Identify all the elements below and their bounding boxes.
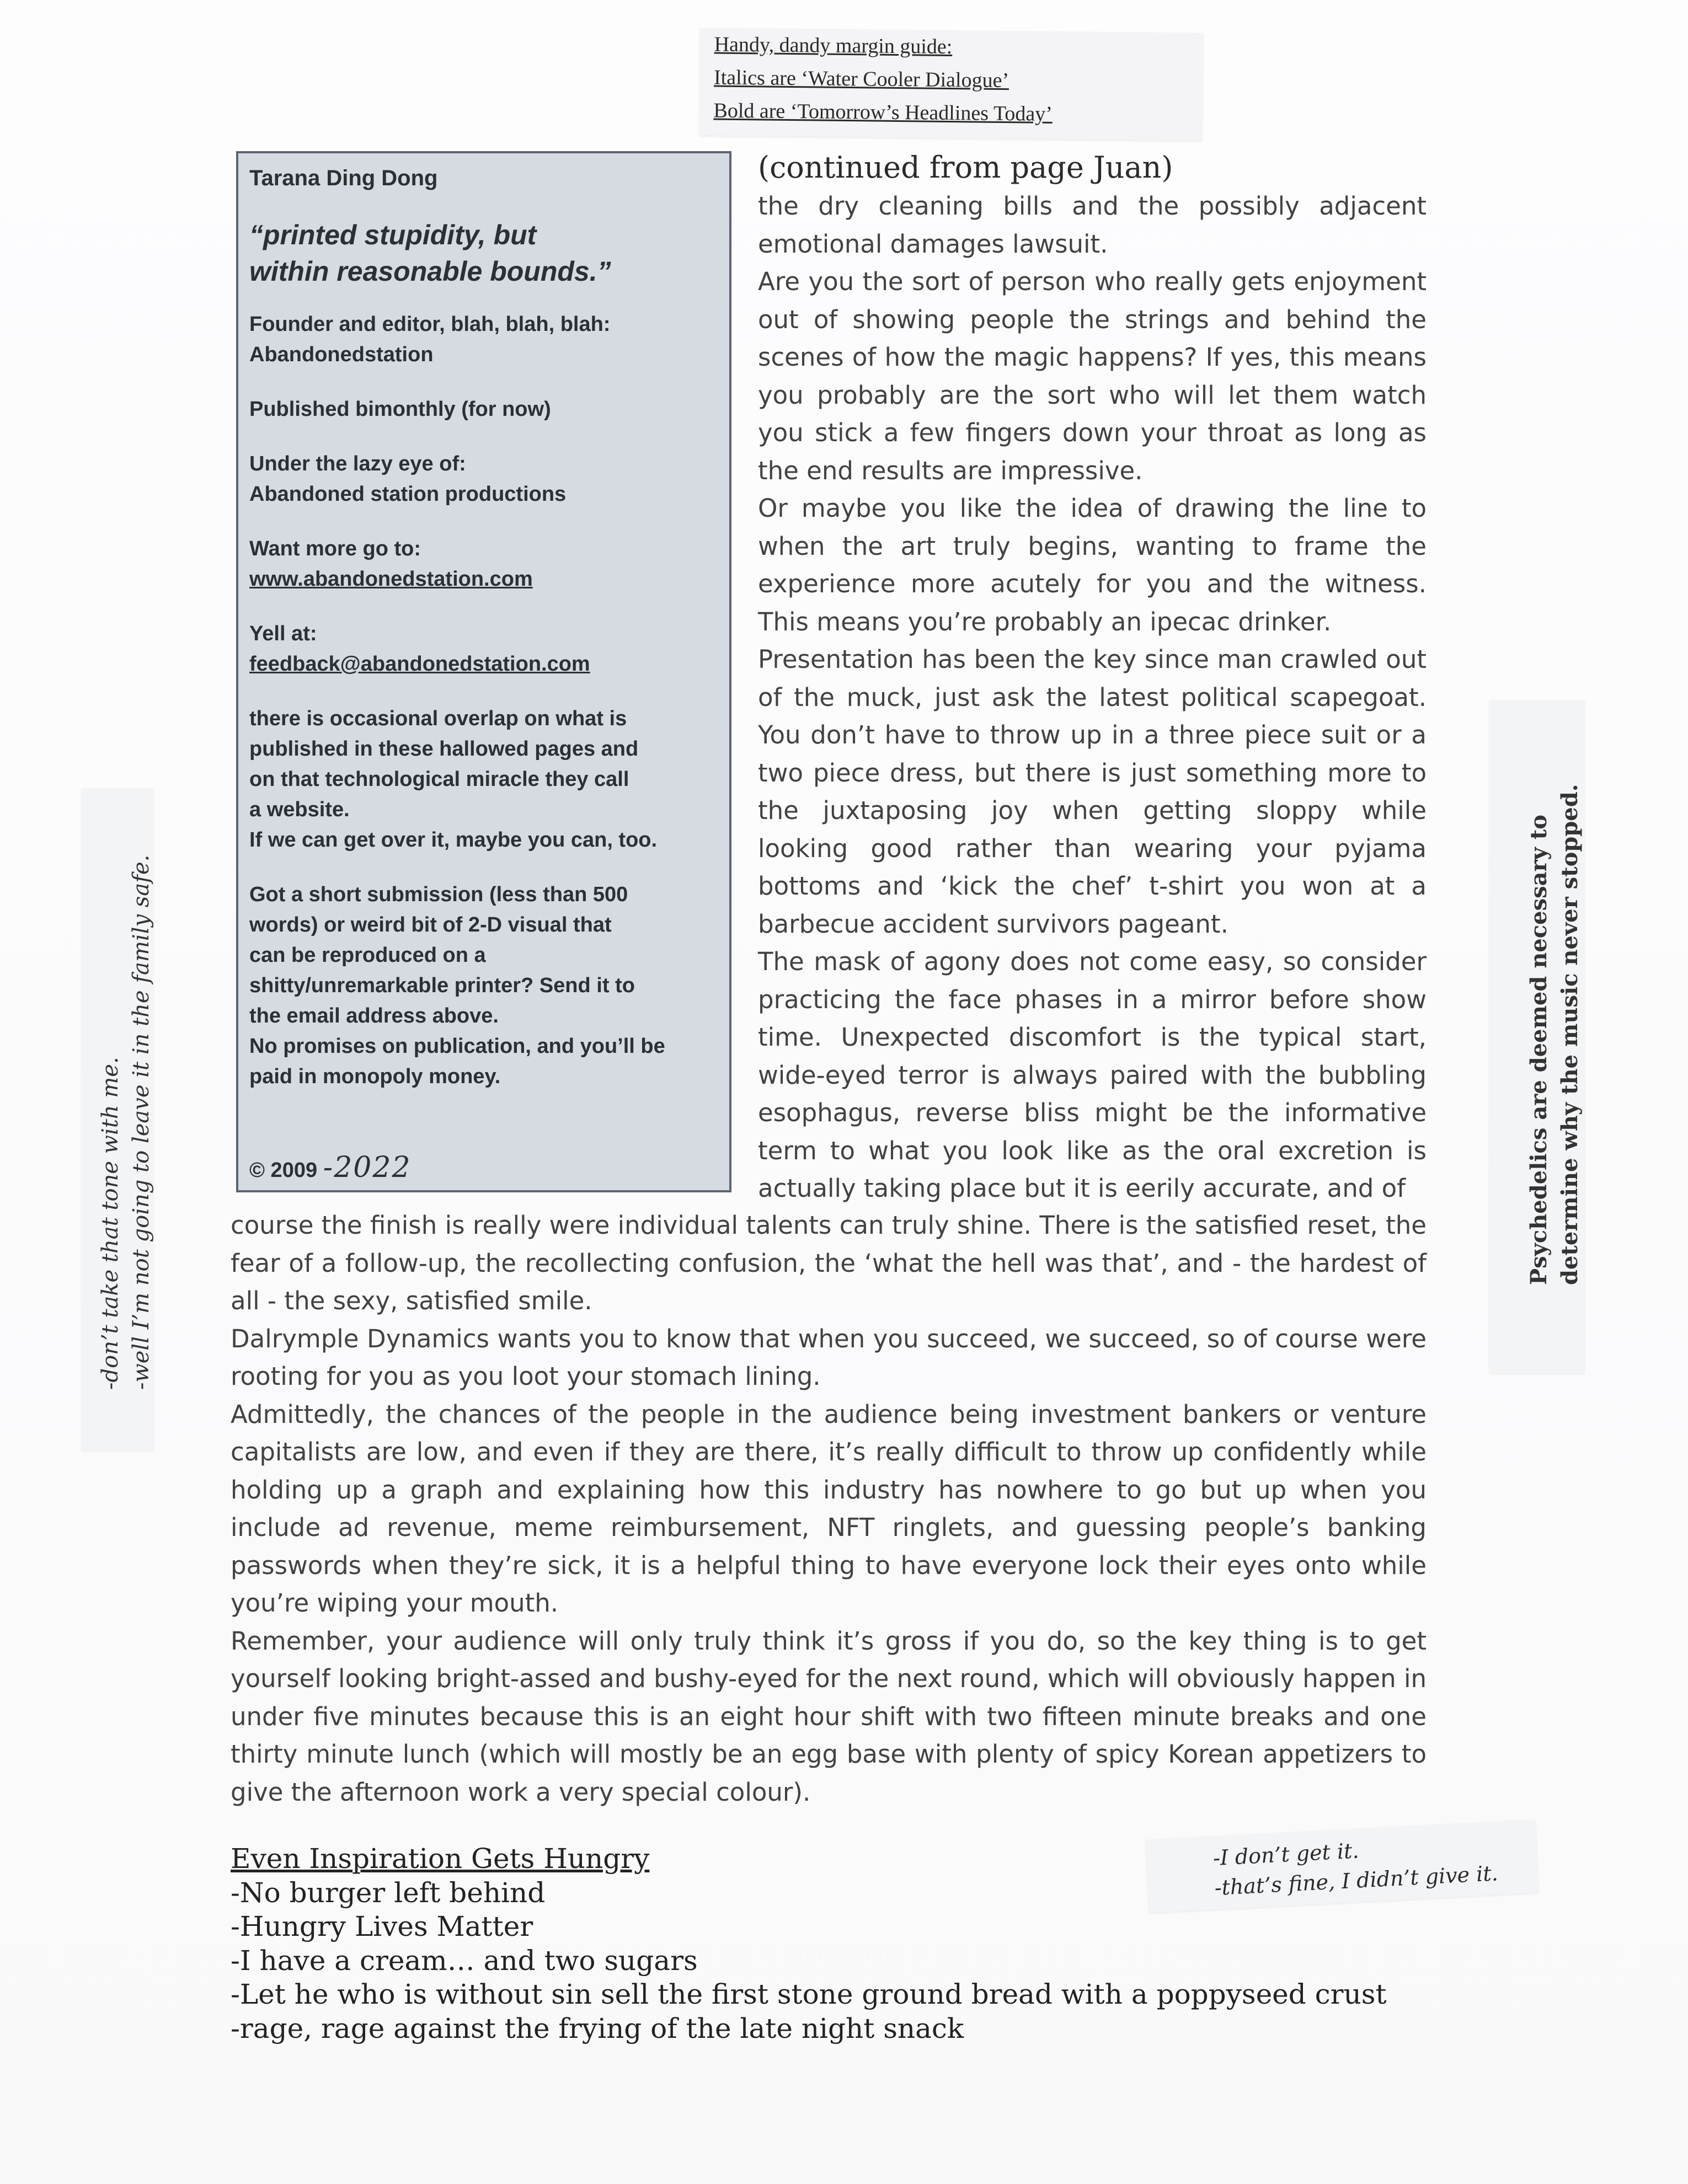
article-paragraph-2: Are you the sort of person who really gets enjoyment out of showing people the strings and behind the scenes of how the magic happens? If yes, this means you probably are the sort who will let them watch you stick a few fingers down your throat as long as the end results are impressive. — [758, 267, 1427, 485]
lazy-eye-block — [249, 449, 716, 510]
founder-line-1: Founder and editor, blah, blah, blah: — [249, 313, 611, 336]
email-block — [249, 619, 716, 679]
continued-heading: (continued from page Juan) — [758, 150, 1173, 185]
founder-line-2: Abandonedstation — [249, 343, 434, 366]
masthead-name: Tarana Ding Dong — [249, 166, 438, 190]
copyright-line — [249, 1153, 412, 1186]
guide-line-3: Bold are ‘Tomorrow’s Headlines Today’ — [713, 99, 1053, 126]
submission-line-3: can be reproduced on a — [249, 944, 486, 967]
guide-line-2: Italics are ‘Water Cooler Dialogue’ — [713, 66, 1009, 93]
article-paragraph-6: course the finish is really were individual talents can truly shine. There is the satisfied reset, the fear of a follow-up, the recollecting confusion, the ‘what the hell was that’, and - the hardest of all - the sexy, satisfied smile. — [231, 1211, 1427, 1315]
inspiration-item: -Let he who is without sin sell the first stone ground bread with a poppyseed crust — [231, 1978, 1387, 2010]
right-headline-line-1: Psychedelics are deemed necessary to — [1526, 815, 1552, 1285]
right-headline-line-2: determine why the music never stopped. — [1557, 784, 1583, 1285]
article-paragraph-1: the dry cleaning bills and the possibly adjacent emotional damages lawsuit. — [758, 191, 1427, 259]
right-side-headline — [1524, 784, 1585, 1285]
overlap-line-2: published in these hallowed pages and — [249, 737, 639, 761]
founder-block — [249, 309, 716, 370]
website-label: Want more go to: — [249, 537, 421, 560]
submission-line-1: Got a short submission (less than 500 — [249, 883, 628, 906]
overlap-line-4: a website. — [249, 798, 350, 821]
inspiration-item: -rage, rage against the frying of the late night snack — [231, 2012, 964, 2044]
left-dialogue-line-2: -well I’m not going to leave it in the family safe. — [129, 854, 154, 1390]
lazy-eye-line-1: Under the lazy eye of: — [249, 452, 466, 475]
guide-line-1: Handy, dandy margin guide: — [714, 33, 953, 59]
email-label: Yell at: — [249, 622, 317, 645]
quote-line-2: within reasonable bounds.” — [249, 256, 611, 287]
submission-line-6: No promises on publication, and you’ll be — [249, 1035, 665, 1058]
lazy-eye-line-2: Abandoned station productions — [249, 483, 567, 506]
masthead-box — [236, 151, 731, 1192]
submission-line-2: words) or weird bit of 2-D visual that — [249, 913, 612, 936]
masthead-quote — [249, 217, 716, 290]
overlap-line-5: If we can get over it, maybe you can, too. — [249, 828, 658, 852]
inspiration-item: -Hungry Lives Matter — [231, 1910, 533, 1942]
copyright-handwritten-year: -2022 — [323, 1151, 412, 1184]
overlap-block — [249, 704, 716, 855]
inspiration-title: Even Inspiration Gets Hungry — [231, 1843, 650, 1875]
overlap-line-3: on that technological miracle they call — [249, 768, 629, 791]
quote-line-1: “printed stupidity, but — [249, 220, 537, 250]
article-paragraph-5: The mask of agony does not come easy, so consider practicing the face phases in a mirror before show time. Unexpected discomfort is the typical start, wide-eyed terror is always paired with the bubbling esophagus, reverse bliss might be the informative term to what you look like as the oral excretion is actually taking place but it is eerily accurate, and of — [758, 947, 1427, 1203]
left-dialogue-line-1: -don’t take that tone with me. — [98, 1057, 123, 1390]
article-paragraph-3: Or maybe you like the idea of drawing the line to when the art truly begins, wanting to frame the experience more acutely for you and the witness. This means you’re probably an ipecac drinker. — [758, 494, 1427, 636]
article-full-width — [231, 1207, 1427, 1811]
article-paragraph-7: Dalrymple Dynamics wants you to know that when you succeed, we succeed, so of course were rooting for you as you loot your stomach lining. — [231, 1324, 1427, 1391]
website-block — [249, 534, 716, 595]
article-column-top — [758, 188, 1427, 1208]
submission-line-4: shitty/unremarkable printer? Send it to — [249, 974, 635, 997]
bottom-dialogue-line-1: -I don’t get it. — [1212, 1838, 1360, 1871]
submission-line-5: the email address above. — [249, 1004, 499, 1027]
submission-line-7: paid in monopoly money. — [249, 1065, 501, 1088]
copyright-text: © 2009 — [249, 1159, 318, 1182]
inspiration-item: -No burger left behind — [231, 1876, 546, 1909]
overlap-line-1: there is occasional overlap on what is — [249, 707, 627, 730]
bottom-dialogue-line-2: -that’s fine, I didn’t give it. — [1214, 1861, 1499, 1901]
article-paragraph-8: Admittedly, the chances of the people in the audience being investment bankers or venture capitalists are low, and even if they are there, it’s really difficult to throw up confidently while holding up a graph and explaining how this industry has nowhere to go but up when you include ad revenue, meme reimbursement, NFT ringlets, and guessing people’s banking passwords when they’re sick, it is a helpful thing to have everyone lock their eyes onto while you’re wiping your mouth. — [231, 1399, 1427, 1618]
website-link[interactable]: www.abandonedstation.com — [249, 568, 533, 591]
article-paragraph-9: Remember, your audience will only truly think it’s gross if you do, so the key thing is to get yourself looking bright-assed and bushy-eyed for the next round, which will obviously happen in under five minutes because this is an eight hour shift with two fifteen minute breaks and one thirty minute lunch (which will mostly be an egg base with plenty of spicy Korean appetizers to give the afternoon work a very special colour). — [231, 1626, 1427, 1807]
published-line: Published bimonthly (for now) — [249, 398, 551, 421]
inspiration-item: -I have a cream… and two sugars — [231, 1944, 698, 1977]
left-side-dialogue — [95, 855, 157, 1390]
margin-guide-strip — [699, 28, 1203, 141]
article-paragraph-4: Presentation has been the key since man crawled out of the muck, just ask the latest political scapegoat. You don’t have to throw up in a three piece suit or a two piece dress, but there is just something more to the juxtaposing joy when getting sloppy while looking good rather than wearing your pyjama bottoms and ‘kick the chef’ t-shirt you won at a barbecue accident survivors pageant. — [758, 645, 1427, 939]
email-link[interactable]: feedback@abandonedstation.com — [249, 652, 590, 676]
submission-block — [249, 880, 716, 1092]
